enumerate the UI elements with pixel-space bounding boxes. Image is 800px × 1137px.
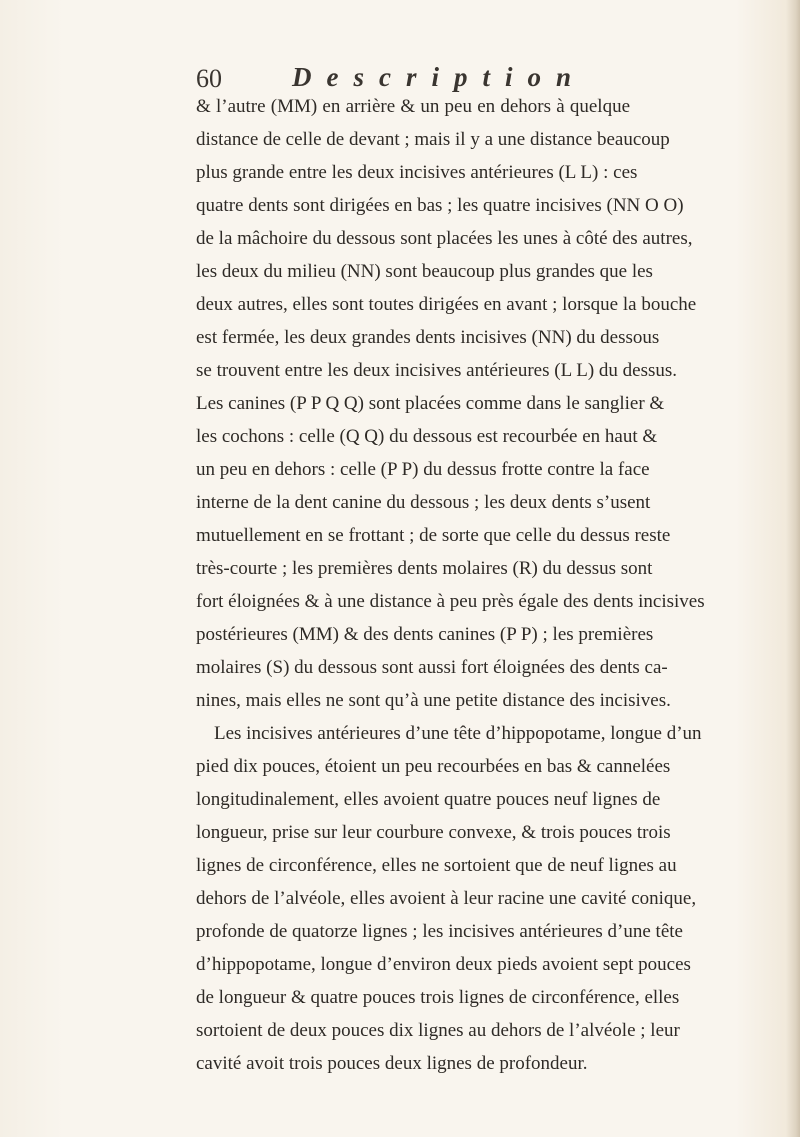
text-line: profonde de quatorze lignes ; les incisives antérieures d’une tête	[196, 921, 683, 942]
text-line: Les incisives antérieures d’une tête d’hippopotame, longue d’un	[214, 723, 702, 744]
text-line: d’hippopotame, longue d’environ deux pieds avoient sept pouces	[196, 954, 691, 975]
text-line: longitudinalement, elles avoient quatre pouces neuf lignes de	[196, 789, 661, 810]
text-line: Les canines (P P Q Q) sont placées comme dans le sanglier &	[196, 393, 665, 414]
text-line: les cochons : celle (Q Q) du dessous est recourbée en haut &	[196, 426, 658, 447]
text-line: mutuellement en se frottant ; de sorte que celle du dessus reste	[196, 525, 671, 546]
text-line: & l’autre (MM) en arrière & un peu en dehors à quelque	[196, 96, 630, 117]
text-line: fort éloignées & à une distance à peu près égale des dents incisives	[196, 591, 705, 612]
text-line: interne de la dent canine du dessous ; les deux dents s’usent	[196, 492, 651, 513]
text-line: est fermée, les deux grandes dents incisives (NN) du dessous	[196, 327, 660, 348]
text-line: longueur, prise sur leur courbure convexe, & trois pouces trois	[196, 822, 671, 843]
text-line: quatre dents sont dirigées en bas ; les quatre incisives (NN O O)	[196, 195, 684, 216]
text-line: sortoient de deux pouces dix lignes au dehors de l’alvéole ; leur	[196, 1020, 680, 1041]
body-text	[196, 90, 705, 1080]
text-line: plus grande entre les deux incisives antérieures (L L) : ces	[196, 162, 638, 183]
text-line: lignes de circonférence, elles ne sortoient que de neuf lignes au	[196, 855, 677, 876]
text-line: nines, mais elles ne sont qu’à une petite distance des incisives.	[196, 690, 671, 711]
text-line: très-courte ; les premières dents molaires (R) du dessus sont	[196, 558, 653, 579]
text-line: distance de celle de devant ; mais il y a une distance beaucoup	[196, 129, 670, 150]
text-line: un peu en dehors : celle (P P) du dessus frotte contre la face	[196, 459, 650, 480]
page-edge-shadow	[786, 0, 800, 1137]
text-line: pied dix pouces, étoient un peu recourbées en bas & cannelées	[196, 756, 671, 777]
text-line: se trouvent entre les deux incisives antérieures (L L) du dessus.	[196, 360, 678, 381]
text-line: postérieures (MM) & des dents canines (P P) ; les premières	[196, 624, 654, 645]
paragraph-2	[196, 717, 702, 1080]
text-line: deux autres, elles sont toutes dirigées en avant ; lorsque la bouche	[196, 294, 697, 315]
paragraph-1	[196, 90, 705, 717]
page-number: 60	[196, 64, 222, 93]
text-line: les deux du milieu (NN) sont beaucoup plus grandes que les	[196, 261, 653, 282]
text-line: de la mâchoire du dessous sont placées les unes à côté des autres,	[196, 228, 693, 249]
text-line: de longueur & quatre pouces trois lignes de circonférence, elles	[196, 987, 680, 1008]
running-head: Description	[292, 62, 587, 92]
text-line: cavité avoit trois pouces deux lignes de profondeur.	[196, 1053, 588, 1074]
text-line: molaires (S) du dessous sont aussi fort éloignées des dents ca-	[196, 657, 668, 678]
text-line: dehors de l’alvéole, elles avoient à leur racine une cavité conique,	[196, 888, 697, 909]
